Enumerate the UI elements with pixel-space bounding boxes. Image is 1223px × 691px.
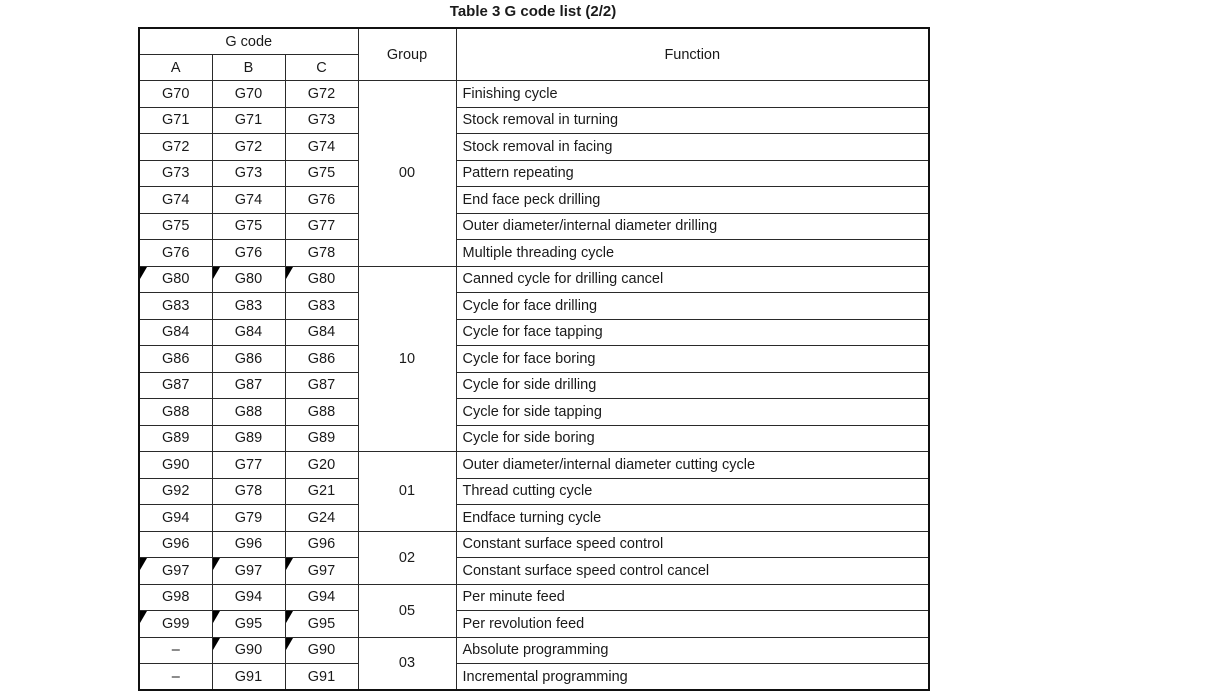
header-col-a: A	[139, 55, 212, 81]
initial-state-marker-icon	[140, 611, 147, 623]
header-group: Group	[358, 28, 456, 81]
table-row	[139, 240, 929, 267]
gcode-value: G70	[162, 85, 190, 102]
table-row	[139, 107, 929, 134]
gcode-value: G90	[234, 642, 263, 659]
table-row	[139, 637, 929, 664]
gcode-cell-b	[212, 213, 285, 240]
gcode-value: G83	[234, 297, 263, 314]
gcode-cell-b	[212, 107, 285, 134]
group-cell: 01	[358, 452, 456, 532]
gcode-value: G75	[307, 165, 336, 182]
gcode-cell-b	[212, 240, 285, 267]
gcode-value: G95	[234, 615, 263, 632]
header-col-b: B	[212, 55, 285, 81]
group-cell: 10	[358, 266, 456, 452]
function-cell: Finishing cycle	[456, 81, 929, 108]
gcode-cell-a	[139, 213, 212, 240]
gcode-value: G20	[307, 456, 336, 473]
gcode-value: –	[171, 668, 180, 685]
initial-state-marker-icon	[286, 558, 293, 570]
gcode-value: G83	[162, 297, 190, 314]
table-row	[139, 346, 929, 373]
gcode-value: G95	[307, 615, 336, 632]
gcode-value: G72	[162, 138, 190, 155]
function-cell: Constant surface speed control cancel	[456, 558, 929, 585]
gcode-value: G88	[307, 403, 336, 420]
function-cell: Cycle for side boring	[456, 425, 929, 452]
gcode-value: G92	[162, 483, 190, 500]
gcode-cell-b	[212, 293, 285, 320]
gcode-cell-b	[212, 452, 285, 479]
gcode-value: G24	[307, 509, 336, 526]
gcode-cell-a	[139, 584, 212, 611]
gcode-value: G76	[162, 244, 190, 261]
initial-state-marker-icon	[213, 638, 220, 650]
gcode-cell-a	[139, 266, 212, 293]
gcode-cell-a	[139, 531, 212, 558]
gcode-cell-a	[139, 319, 212, 346]
gcode-value: G21	[307, 483, 336, 500]
gcode-value: G88	[162, 403, 190, 420]
gcode-value: G90	[162, 456, 190, 473]
gcode-cell-a	[139, 160, 212, 187]
function-cell: Outer diameter/internal diameter drilling	[456, 213, 929, 240]
gcode-cell-c	[285, 187, 358, 214]
gcode-value: G84	[307, 324, 336, 341]
gcode-cell-a	[139, 425, 212, 452]
header-gcode: G code	[139, 28, 358, 55]
gcode-value: G77	[307, 218, 336, 235]
gcode-cell-c	[285, 664, 358, 691]
gcode-cell-c	[285, 611, 358, 638]
gcode-value: G71	[162, 112, 190, 129]
gcode-value: G91	[234, 668, 263, 685]
function-cell: Cycle for face boring	[456, 346, 929, 373]
gcode-cell-c	[285, 240, 358, 267]
gcode-value: G71	[234, 112, 263, 129]
gcode-cell-b	[212, 399, 285, 426]
gcode-cell-b	[212, 266, 285, 293]
gcode-value: G72	[234, 138, 263, 155]
gcode-cell-c	[285, 81, 358, 108]
table-row	[139, 319, 929, 346]
function-cell: Pattern repeating	[456, 160, 929, 187]
table-row	[139, 134, 929, 161]
gcode-value: G87	[234, 377, 263, 394]
table-row	[139, 372, 929, 399]
table-row	[139, 664, 929, 691]
gcode-cell-c	[285, 558, 358, 585]
initial-state-marker-icon	[140, 558, 147, 570]
header-col-c: C	[285, 55, 358, 81]
gcode-cell-b	[212, 425, 285, 452]
function-cell: Cycle for face tapping	[456, 319, 929, 346]
gcode-value: G86	[307, 350, 336, 367]
table-title: Table 3 G code list (2/2)	[449, 3, 617, 20]
gcode-cell-b	[212, 187, 285, 214]
function-cell: Per revolution feed	[456, 611, 929, 638]
gcode-cell-a	[139, 452, 212, 479]
gcode-value: G96	[162, 536, 190, 553]
gcode-value: G87	[307, 377, 336, 394]
gcode-cell-c	[285, 584, 358, 611]
gcode-cell-a	[139, 611, 212, 638]
gcode-cell-a	[139, 505, 212, 532]
gcode-value: G80	[307, 271, 336, 288]
gcode-cell-a	[139, 240, 212, 267]
table-row	[139, 478, 929, 505]
gcode-value: G83	[307, 297, 336, 314]
gcode-cell-c	[285, 531, 358, 558]
gcode-cell-a	[139, 478, 212, 505]
gcode-cell-a	[139, 187, 212, 214]
gcode-value: G76	[234, 244, 263, 261]
gcode-value: G89	[307, 430, 336, 447]
gcode-cell-c	[285, 266, 358, 293]
gcode-cell-c	[285, 213, 358, 240]
initial-state-marker-icon	[286, 611, 293, 623]
gcode-value: G86	[162, 350, 190, 367]
gcode-table	[138, 27, 930, 691]
initial-state-marker-icon	[286, 267, 293, 279]
gcode-cell-c	[285, 399, 358, 426]
function-cell: Multiple threading cycle	[456, 240, 929, 267]
gcode-cell-b	[212, 372, 285, 399]
function-cell: Stock removal in turning	[456, 107, 929, 134]
table-row	[139, 293, 929, 320]
function-cell: Absolute programming	[456, 637, 929, 664]
gcode-cell-b	[212, 505, 285, 532]
initial-state-marker-icon	[140, 267, 147, 279]
header-function: Function	[456, 28, 929, 81]
gcode-cell-c	[285, 346, 358, 373]
gcode-cell-b	[212, 558, 285, 585]
gcode-cell-c	[285, 425, 358, 452]
gcode-cell-a	[139, 372, 212, 399]
gcode-value: G99	[162, 615, 190, 632]
gcode-value: G97	[234, 562, 263, 579]
gcode-value: G73	[307, 112, 336, 129]
gcode-value: G94	[234, 589, 263, 606]
gcode-value: G74	[307, 138, 336, 155]
gcode-value: G87	[162, 377, 190, 394]
table-row	[139, 425, 929, 452]
gcode-cell-c	[285, 637, 358, 664]
gcode-value: G77	[234, 456, 263, 473]
gcode-value: G79	[234, 509, 263, 526]
gcode-value: G94	[307, 589, 336, 606]
table-row	[139, 558, 929, 585]
gcode-value: G89	[234, 430, 263, 447]
gcode-value: G72	[307, 85, 336, 102]
table-row	[139, 611, 929, 638]
gcode-value: G75	[162, 218, 190, 235]
function-cell: Endface turning cycle	[456, 505, 929, 532]
table-row	[139, 452, 929, 479]
gcode-cell-c	[285, 134, 358, 161]
gcode-cell-c	[285, 372, 358, 399]
table-row	[139, 505, 929, 532]
function-cell: Cycle for side tapping	[456, 399, 929, 426]
gcode-cell-a	[139, 637, 212, 664]
gcode-cell-a	[139, 664, 212, 691]
gcode-cell-b	[212, 81, 285, 108]
gcode-value: G91	[307, 668, 336, 685]
group-cell: 03	[358, 637, 456, 690]
gcode-cell-b	[212, 637, 285, 664]
gcode-value: G73	[162, 165, 190, 182]
gcode-value: G84	[162, 324, 190, 341]
gcode-value: G73	[234, 165, 263, 182]
gcode-value: G98	[162, 589, 190, 606]
gcode-cell-b	[212, 584, 285, 611]
gcode-cell-b	[212, 160, 285, 187]
table-row	[139, 81, 929, 108]
gcode-cell-c	[285, 505, 358, 532]
table-row	[139, 399, 929, 426]
gcode-cell-c	[285, 107, 358, 134]
gcode-value: G96	[307, 536, 336, 553]
gcode-value: G89	[162, 430, 190, 447]
gcode-cell-b	[212, 478, 285, 505]
function-cell: Incremental programming	[456, 664, 929, 691]
gcode-value: G84	[234, 324, 263, 341]
gcode-value: G80	[162, 271, 190, 288]
gcode-cell-a	[139, 134, 212, 161]
gcode-value: G74	[162, 191, 190, 208]
function-cell: Outer diameter/internal diameter cutting cycle	[456, 452, 929, 479]
function-cell: Cycle for side drilling	[456, 372, 929, 399]
initial-state-marker-icon	[286, 638, 293, 650]
gcode-cell-b	[212, 346, 285, 373]
gcode-cell-a	[139, 399, 212, 426]
gcode-value: G78	[234, 483, 263, 500]
gcode-value: G78	[307, 244, 336, 261]
gcode-value: –	[171, 642, 180, 659]
function-cell: Cycle for face drilling	[456, 293, 929, 320]
initial-state-marker-icon	[213, 267, 220, 279]
gcode-value: G70	[234, 85, 263, 102]
gcode-cell-b	[212, 134, 285, 161]
gcode-cell-a	[139, 346, 212, 373]
gcode-cell-b	[212, 664, 285, 691]
group-cell: 00	[358, 81, 456, 267]
function-cell: End face peck drilling	[456, 187, 929, 214]
table-row	[139, 213, 929, 240]
gcode-value: G75	[234, 218, 263, 235]
gcode-cell-b	[212, 319, 285, 346]
gcode-value: G80	[234, 271, 263, 288]
gcode-cell-c	[285, 452, 358, 479]
gcode-value: G97	[307, 562, 336, 579]
gcode-value: G96	[234, 536, 263, 553]
function-cell: Thread cutting cycle	[456, 478, 929, 505]
gcode-cell-a	[139, 81, 212, 108]
gcode-cell-b	[212, 611, 285, 638]
gcode-value: G90	[307, 642, 336, 659]
initial-state-marker-icon	[213, 558, 220, 570]
function-cell: Canned cycle for drilling cancel	[456, 266, 929, 293]
function-cell: Stock removal in facing	[456, 134, 929, 161]
gcode-cell-c	[285, 293, 358, 320]
table-row	[139, 584, 929, 611]
gcode-value: G86	[234, 350, 263, 367]
gcode-value: G97	[162, 562, 190, 579]
gcode-cell-a	[139, 293, 212, 320]
group-cell: 02	[358, 531, 456, 584]
gcode-value: G94	[162, 509, 190, 526]
function-cell: Constant surface speed control	[456, 531, 929, 558]
function-cell: Per minute feed	[456, 584, 929, 611]
gcode-cell-c	[285, 160, 358, 187]
table-row	[139, 266, 929, 293]
gcode-cell-a	[139, 558, 212, 585]
initial-state-marker-icon	[213, 611, 220, 623]
table-row	[139, 187, 929, 214]
gcode-value: G88	[234, 403, 263, 420]
gcode-value: G76	[307, 191, 336, 208]
table-row	[139, 160, 929, 187]
gcode-value: G74	[234, 191, 263, 208]
group-cell: 05	[358, 584, 456, 637]
gcode-cell-b	[212, 531, 285, 558]
gcode-cell-c	[285, 478, 358, 505]
gcode-cell-c	[285, 319, 358, 346]
gcode-cell-a	[139, 107, 212, 134]
table-row	[139, 531, 929, 558]
